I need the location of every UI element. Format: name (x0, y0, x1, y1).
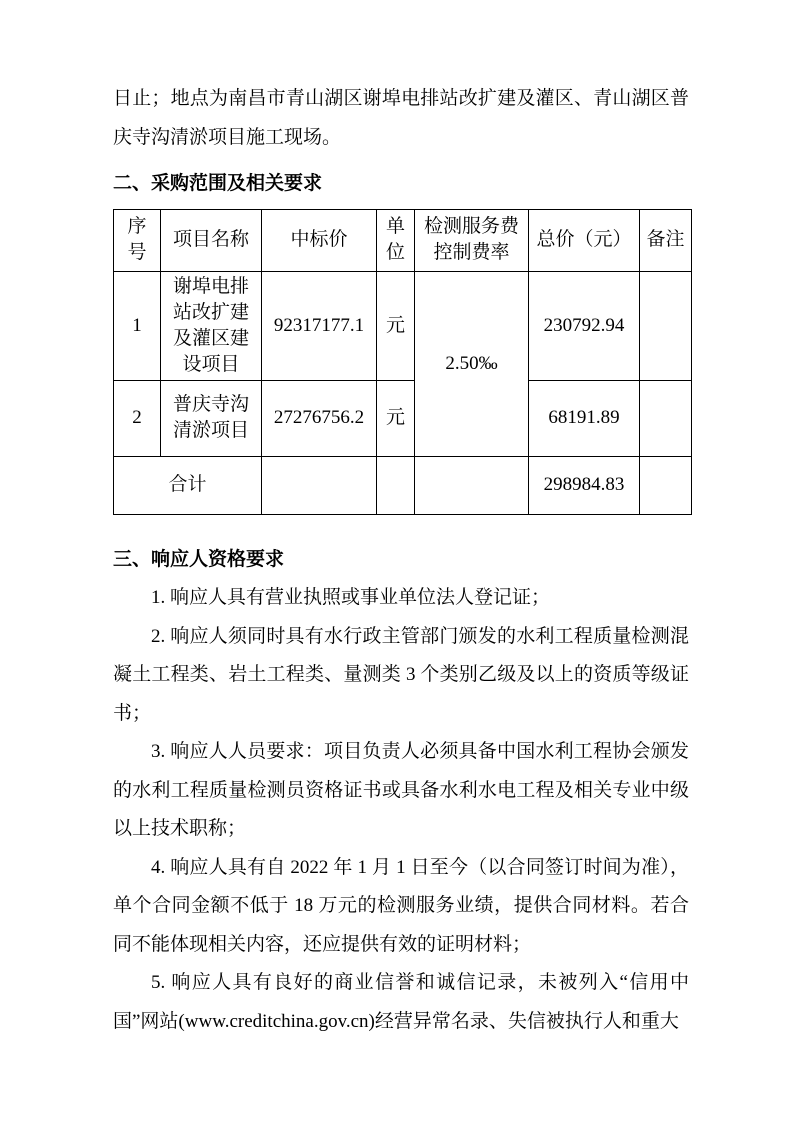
cell-row1-unit: 元 (377, 271, 415, 380)
requirement-item-5: 5. 响应人具有良好的商业信誉和诚信记录，未被列入“信用中国”网站(www.creditchina.gov.cn)经营异常名录、失信被执行人和重大 (113, 972, 689, 1032)
requirement-item-1: 1. 响应人具有营业执照或事业单位法人登记证； (151, 587, 551, 608)
cell-row1-remark (640, 271, 692, 380)
header-cell-seq: 序号 (114, 209, 161, 271)
header-cell-rate: 检测服务费控制费率 (415, 209, 529, 271)
cell-row1-name: 谢埠电排站改扩建及灌区建设项目 (161, 271, 262, 380)
header-cell-bid: 中标价 (262, 209, 377, 271)
cell-row2-total: 68191.89 (529, 380, 640, 456)
requirement-item-4: 4. 响应人具有自 2022 年 1 月 1 日至今（以合同签订时间为准），单个合同金额不低于 18 万元的检测服务业绩，提供合同材料。若合同不能体现相关内容，还应提供有效的证明材料； (113, 856, 689, 955)
header-cell-unit: 单位 (377, 209, 415, 271)
cell-row2-bid: 27276756.2 (262, 380, 377, 456)
cell-row2-name: 普庆寺沟清淤项目 (161, 380, 262, 456)
cell-row2-unit: 元 (377, 380, 415, 456)
cell-total-remark (640, 456, 692, 514)
table-header-row (114, 209, 692, 271)
header-cell-total: 总价（元） (529, 209, 640, 271)
cell-rate-merged: 2.50‰ (415, 271, 529, 456)
section-2-heading: 二、采购范围及相关要求 (113, 173, 323, 194)
table-row (114, 380, 692, 456)
cell-row1-seq: 1 (114, 271, 161, 380)
intro-paragraph: 日止；地点为南昌市青山湖区谢埠电排站改扩建及灌区、青山湖区普庆寺沟清淤项目施工现场。 (113, 88, 689, 148)
cell-total-rate (415, 456, 529, 514)
cell-row2-remark (640, 380, 692, 456)
cell-total-bid (262, 456, 377, 514)
header-cell-remark: 备注 (640, 209, 692, 271)
cell-total-label: 合计 (114, 456, 262, 514)
requirement-item-3: 3. 响应人人员要求：项目负责人必须具备中国水利工程协会颁发的水利工程质量检测员资格证书或具备水利水电工程及相关专业中级以上技术职称； (113, 741, 689, 839)
cell-total-unit (377, 456, 415, 514)
section-3-heading: 三、响应人资格要求 (113, 548, 285, 570)
table-total-row (114, 456, 692, 514)
cell-row1-total: 230792.94 (529, 271, 640, 380)
cell-row1-bid: 92317177.1 (262, 271, 377, 380)
requirement-item-2: 2. 响应人须同时具有水行政主管部门颁发的水利工程质量检测混凝土工程类、岩土工程类、量测类 3 个类别乙级及以上的资质等级证书； (113, 625, 689, 724)
table-row (114, 271, 692, 380)
requirements-list (113, 579, 689, 1041)
cell-row2-seq: 2 (114, 380, 161, 456)
procurement-table (113, 209, 692, 515)
cell-total-amount: 298984.83 (529, 456, 640, 514)
header-cell-name: 项目名称 (161, 209, 262, 271)
